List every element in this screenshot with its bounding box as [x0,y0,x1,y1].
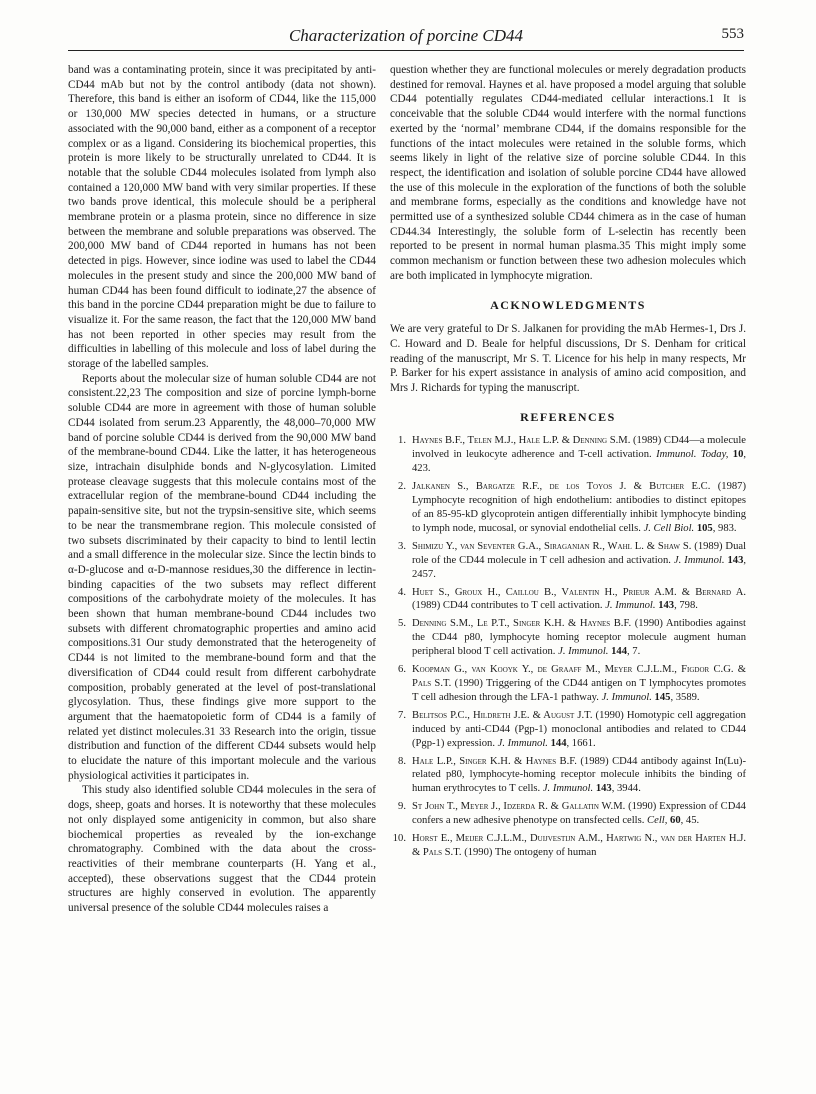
references-heading: REFERENCES [520,409,616,424]
reference-item: 2. Jalkanen S., Bargatze R.F., de los Toyos J. & Butcher E.C. (1987) Lymphocyte recognition of high endothelium: antibodies to distinct epitopes of an 85-95-kD glycoprotein antigen differentially inhibit lymphocyte binding to lymph node, mucosal, or synovial endothelial cells. J. Cell Biol. 105, 983. [398,481,747,534]
body-paragraph: Reports about the molecular size of human soluble CD44 are not consistent.22,23 The composition and size of porcine lymph-borne soluble CD44 are more in agreement with those of human soluble CD44 isolated from serum.23 Apparently, the 48,000–70,000 MW band of porcine soluble CD44 is derived from the 90,000 MW band of the membrane-bound CD44. Like the latter, it has heterogeneous size, intrachain disulphide bonds and N-glycosylation. Limited protease cleavage suggests that this molecule contains most of the extracellular region of the membrane-bound CD44 including the papain-sensitive site, but not the trypsin-sensitive site, which seems to be near the transmembrane region. This molecule consisted of two subsets discriminated by their capacity to bind to lentil lectin and a small difference in the molecular size. Since the lectin binds to α-D-glucose and α-D-mannose residues,30 the difference in lectin-binding capacities of the two subsets may reflect different compositions of the carbohydrate moiety of the molecules. It has been shown that human membrane-bound CD44 includes two subsets with different chromatographic properties and amino acid compositions.31 Our study demonstrated that the heterogeneity of CD44 is not limited to the membrane-bound form and that the diversification of CD44 could result from different carbohydrate composition, probably generated at the level of post-translational glycosylation. Thus, these findings give more support to the argument that the haematopoietic form of CD44 is a family of related yet distinct molecules.31 33 Research into the origin, tissue distribution and function of the different CD44 subsets would help to elucidate the nature of this important molecule and the various physiological activities it participates in. [68,372,376,782]
body-paragraph: This study also identified soluble CD44 molecules in the sera of dogs, sheep, goats and horses. It is noteworthy that these molecules not only displayed some antigenicity in common, but also share biochemical properties as revealed by the ion-exchange chromatography. Combined with the data about the cross-reactivities of their membrane counterparts (H. Yang et al., accepted), these observations suggest that the CD44 protein structures are highly conserved in evolution. The apparently universal presence of the soluble CD44 molecules raises a [68,784,376,915]
reference-item: 6. Koopman G., van Kooyk Y., de Graaff M., Meyer C.J.L.M., Figdor C.G. & Pals S.T. (1990) Triggering of the CD44 antigen on T lymphocytes promotes T cell adhesion through the LFA-1 pathway. J. Immunol. 145, 3589. [398,664,746,703]
reference-item: 9. St John T., Meyer J., Idzerda R. & Gallatin W.M. (1990) Expression of CD44 confers a new adhesive phenotype on transfected cells. Cell, 60, 45. [398,801,746,827]
reference-item: 3. Shimizu Y., van Seventer G.A., Siraganian R., Wahl L. & Shaw S. (1989) Dual role of the CD44 molecule in T cell adhesion and activation. J. Immunol. 143, 2457. [398,540,747,580]
right-column [390,63,746,864]
acknowledgments-text: We are very grateful to Dr S. Jalkanen for providing the mAb Hermes-1, Drs J. C. Howard and D. Beale for helpful discussions, Dr S. Denham for critical reading of the manuscript, Mr S. T. Licence for his help in many respects, Mr P. Barker for his expert assistance in analysis of amino acid composition, and Mrs J. Richards for typing the manuscript. [390,323,746,395]
page-number: 553 [721,26,744,42]
reference-item: 8. Hale L.P., Singer K.H. & Haynes B.F. (1989) CD44 antibody against In(Lu)-related p80, lymphocyte-homing receptor molecule inhibits the binding of human erythrocytes to T cells. J. Immunol. 143, 3944. [398,755,746,795]
body-paragraph: question whether they are functional molecules or merely degradation products destined for removal. Haynes et al. have proposed a model arguing that soluble CD44 potentially regulates CD44-mediated cellular interactions.1 It is conceivable that the soluble CD44 would interfere with the normal functions exerted by the ‘normal’ membrane CD44, if the domains responsible for the functions of the intact molecules were retained in the soluble forms, which seems likely in light of the relative size of porcine soluble CD44. In this respect, the identification and isolation of soluble porcine CD44 have allowed the use of this molecule in the exploration of the functions of both the soluble and membrane forms, especially as the conditions and knowledge have not permitted use of a synthesized soluble CD44 chimera as in the case of human CD44.34 Interestingly, the soluble form of L-selectin has recently been reported to be present in normal human plasma.35 This might imply some common mechanism or function between these two adhesion molecules which are both implicated in lymphocyte migration. [390,64,746,282]
acknowledgments-heading: ACKNOWLEDGMENTS [490,297,646,312]
reference-list [390,434,746,859]
body-paragraph: band was a contaminating protein, since it was precipitated by anti-CD44 mAb but not by the control antibody (data not shown). Therefore, this band is either an isoform of CD44, like the 115,000 or 130,000 MW species detected in humans, or a structure associated with the 90,000 band, either as a component of a receptor complex or as a ligand. Considering its biochemical properties, this protein is more likely to be structurally unrelated to CD44. It is notable that the soluble CD44 molecules isolated from lymph also contained a 120,000 MW band with very similar properties. If these two bands prove identical, this molecule should be a peripheral membrane protein or a plasma protein, since no difference in size between the membrane and soluble preparations was observed. The 200,000 MW band of CD44 reported in humans has not been detected in pigs. However, since iodine was used to label the CD44 molecules in the present study and since the 200,000 MW band of human CD44 has been found difficult to iodinate,27 the absence of this band in the porcine CD44 preparation might be due to failure to visualize it. For the same reason, the fact that the 120,000 MW band has not been reported in other species may result from the difficulties in labelling of this molecule and loss of label during the storage of the labelled samples. [68,64,376,371]
reference-item: 4. Huet S., Groux H., Caillou B., Valentin H., Prieur A.M. & Bernard A. (1989) CD44 contributes to T cell activation. J. Immunol. 143, 798. [398,586,746,612]
running-title: Characterization of porcine CD44 [288,26,524,45]
reference-item: 10. Horst E., Meijer C.J.L.M., Duijvestijn A.M., Hartwig N., van der Harten H.J. & Pals S.T. (1990) The ontogeny of human [392,833,746,858]
reference-item: 5. Denning S.M., Le P.T., Singer K.H. & Haynes B.F. (1990) Antibodies against the CD44 p80, lymphocyte homing receptor molecule augment human peripheral blood T cell activation. J. Immunol. 144, 7. [398,618,746,658]
running-header [68,24,744,51]
left-column [68,63,376,916]
reference-item: 1. Haynes B.F., Telen M.J., Hale L.P. & Denning S.M. (1989) CD44—a molecule involved in leukocyte adherence and T-cell activation. Immunol. Today, 10, 423. [398,435,747,475]
reference-item: 7. Belitsos P.C., Hildreth J.E. & August J.T. (1990) Homotypic cell aggregation induced by anti-CD44 (Pgp-1) monoclonal antibodies and related to CD44 (Pgp-1) expression. J. Immunol. 144, 1661. [398,709,746,749]
